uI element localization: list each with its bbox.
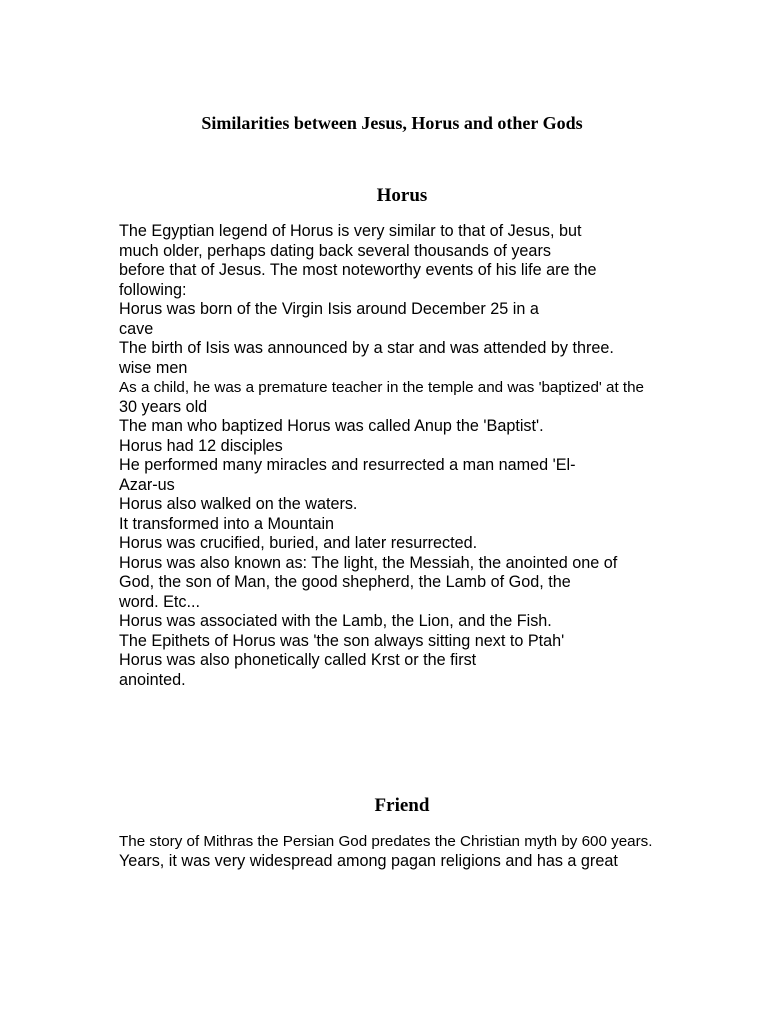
section-heading-horus: Horus — [376, 185, 428, 206]
text-line: The story of Mithras the Persian God predates the Christian myth by 600 years. — [119, 833, 653, 850]
text-line: 30 years old — [119, 397, 208, 416]
text-line: Horus was also known as: The light, the Messiah, the anointed one of — [119, 553, 618, 572]
text-line: God, the son of Man, the good shepherd, the Lamb of God, the — [119, 573, 571, 591]
text-line: Horus was also phonetically called Krst or the first — [119, 651, 477, 669]
section-body-horus — [119, 222, 719, 690]
text-line: Horus was associated with the Lamb, the Lion, and the Fish. — [119, 612, 552, 630]
text-line: Horus also walked on the waters. — [119, 495, 358, 513]
text-line: The birth of Isis was announced by a star and was attended by three. — [119, 339, 614, 357]
text-line: Years, it was very widespread among pagan religions and has a great — [119, 851, 618, 870]
text-line: Horus had 12 disciples — [119, 436, 283, 455]
text-line: Horus was born of the Virgin Isis around December 25 in a — [119, 300, 539, 318]
text-line: wise men — [119, 358, 188, 377]
text-line: Horus was crucified, buried, and later resurrected. — [119, 534, 478, 552]
document-title: Similarities between Jesus, Horus and other Gods — [201, 113, 583, 133]
text-line: Azar-us — [119, 475, 175, 494]
text-line: word. Etc... — [119, 592, 200, 611]
section-body-friend — [119, 832, 719, 871]
text-line: As a child, he was a premature teacher in the temple and was 'baptized' at the — [119, 379, 645, 396]
section-heading-friend: Friend — [374, 795, 430, 816]
text-line: The Egyptian legend of Horus is very similar to that of Jesus, but — [119, 222, 582, 240]
text-line: cave — [119, 319, 154, 338]
text-line: before that of Jesus. The most noteworthy events of his life are the — [119, 261, 597, 279]
text-line: The Epithets of Horus was 'the son always sitting next to Ptah' — [119, 631, 565, 650]
text-line: The man who baptized Horus was called Anup the 'Baptist'. — [119, 417, 544, 435]
text-line: much older, perhaps dating back several thousands of years — [119, 241, 551, 260]
text-line: following: — [119, 280, 187, 299]
text-line: anointed. — [119, 670, 186, 689]
text-line: It transformed into a Mountain — [119, 514, 335, 533]
text-line: He performed many miracles and resurrected a man named 'El- — [119, 456, 576, 474]
